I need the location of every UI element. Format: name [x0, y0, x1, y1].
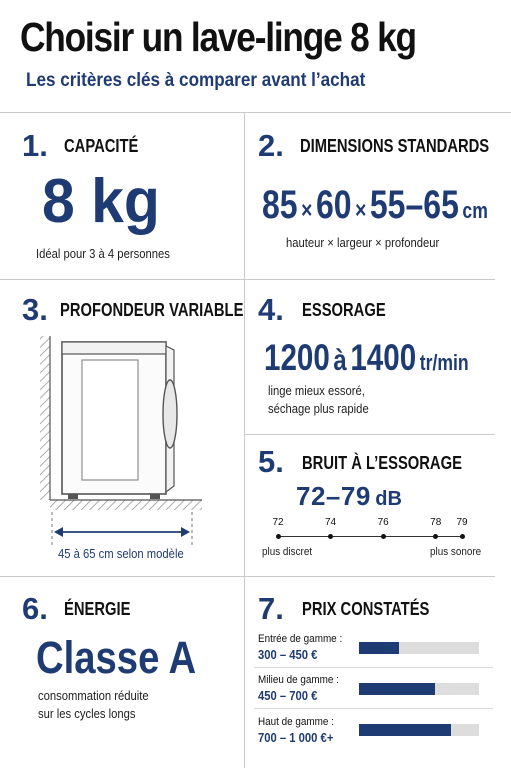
price-bar-fill — [359, 642, 399, 654]
noise-value — [296, 481, 402, 512]
divider — [244, 112, 245, 768]
section-heading: BRUIT À L’ESSORAGE — [302, 453, 462, 473]
price-bar-track — [359, 642, 479, 654]
section-heading: ESSORAGE — [302, 300, 386, 320]
dimension-depth: 55–65 — [369, 183, 459, 227]
capacity-caption: Idéal pour 3 à 4 personnes — [36, 247, 170, 261]
price-bar-track — [359, 724, 479, 736]
energy-caption-line1: consommation réduite — [38, 689, 149, 703]
dimension-height: 85 — [262, 183, 298, 227]
dimension-width: 60 — [315, 183, 352, 227]
floor-hatch — [50, 500, 202, 510]
price-bar-track — [359, 683, 479, 695]
section-heading: ÉNERGIE — [64, 599, 131, 619]
dimensions-caption: hauteur × largeur × profondeur — [286, 236, 440, 250]
scale-tick-dot — [433, 534, 438, 539]
noise-unit: dB — [375, 488, 402, 510]
door-porthole — [163, 380, 177, 448]
times-symbol: × — [355, 197, 367, 224]
row-divider — [254, 708, 493, 709]
scale-tick-label: 74 — [325, 517, 337, 528]
price-row-value: 700 – 1 000 €+ — [258, 731, 334, 745]
scale-tick-dot — [381, 534, 386, 539]
scale-tick-dot — [328, 534, 333, 539]
section-heading: DIMENSIONS STANDARDS — [300, 136, 490, 156]
spin-max: 1400 — [350, 337, 417, 378]
scale-tick-dot — [276, 534, 281, 539]
noise-range: 72–79 — [296, 481, 371, 511]
row-divider — [254, 667, 493, 668]
section-number: 1. — [22, 128, 48, 163]
section-heading: PRIX CONSTATÉS — [302, 599, 430, 619]
page-subtitle: Les critères clés à comparer avant l’achat — [26, 70, 366, 91]
scale-left-label: plus discret — [262, 546, 313, 558]
depth-caption: 45 à 65 cm selon modèle — [58, 547, 184, 561]
divider — [0, 279, 495, 280]
section-heading: PROFONDEUR VARIABLE — [60, 300, 244, 320]
divider — [0, 112, 511, 113]
noise-scale — [256, 514, 486, 550]
section-heading: CAPACITÉ — [64, 136, 139, 156]
washing-machine-diagram — [36, 334, 206, 559]
wall-hatch — [40, 336, 50, 500]
price-bar-fill — [359, 683, 435, 695]
divider — [0, 576, 495, 577]
energy-value: Classe A — [36, 632, 197, 683]
scale-right-label: plus sonore — [430, 546, 482, 558]
spin-min: 1200 — [264, 337, 330, 378]
energy-caption-line2: sur les cycles longs — [38, 707, 136, 721]
scale-tick-label: 76 — [377, 517, 389, 528]
section-number: 7. — [258, 591, 284, 626]
spin-joiner: à — [333, 344, 347, 377]
scale-tick-dot — [460, 534, 465, 539]
section-number: 3. — [22, 292, 48, 327]
scale-tick-label: 79 — [456, 517, 468, 528]
scale-tick-label: 78 — [430, 517, 442, 528]
capacity-value: 8 kg — [42, 167, 160, 236]
spin-value — [264, 337, 469, 379]
price-row-label: Haut de gamme : — [258, 716, 334, 728]
price-row-label: Milieu de gamme : — [258, 674, 339, 686]
scale-tick-label: 72 — [272, 517, 284, 528]
price-row-label: Entrée de gamme : — [258, 633, 343, 645]
section-number: 2. — [258, 128, 284, 163]
divider — [244, 434, 495, 435]
page-title: Choisir un lave-linge 8 kg — [20, 14, 416, 60]
section-number: 5. — [258, 444, 284, 479]
spin-caption-line1: linge mieux essoré, — [268, 384, 365, 398]
price-row-value: 300 – 450 € — [258, 648, 318, 662]
spin-caption-line2: séchage plus rapide — [268, 402, 369, 416]
dimension-unit: cm — [462, 198, 488, 223]
price-bar-fill — [359, 724, 451, 736]
spin-unit: tr/min — [419, 350, 469, 375]
price-row-value: 450 – 700 € — [258, 689, 318, 703]
section-number: 4. — [258, 292, 284, 327]
dimensions-value — [262, 183, 488, 228]
section-number: 6. — [22, 591, 48, 626]
times-symbol: × — [301, 197, 313, 224]
